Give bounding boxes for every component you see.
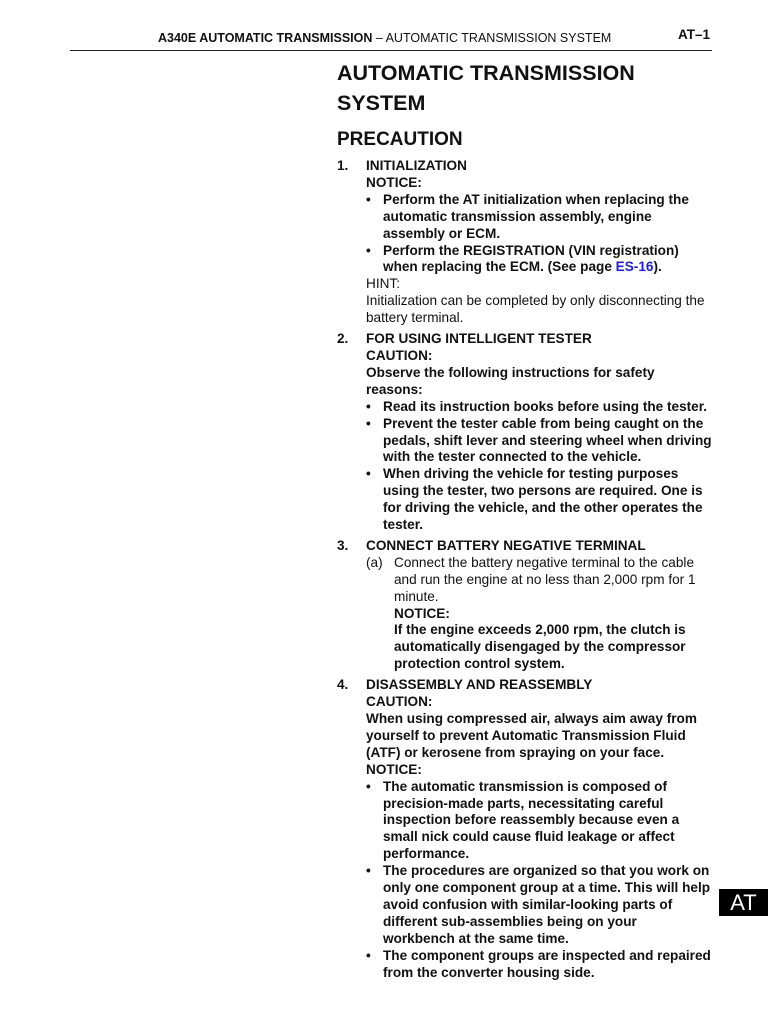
caution-text: Observe the following instructions for safety reasons: — [366, 364, 655, 397]
section-number: 3. — [337, 537, 349, 553]
header-section-bold: A340E AUTOMATIC TRANSMISSION — [158, 31, 373, 45]
hint-label: HINT: — [366, 276, 400, 292]
header-section-title — [158, 31, 611, 45]
page-title — [337, 58, 712, 118]
notice-label: NOTICE: — [394, 605, 450, 621]
section-number: 1. — [337, 158, 349, 173]
list-item-text: The procedures are organized so that you work on only one component group at a time. This will help avoid confusion with similar-looking parts of different sub-assemblies being on your workbench at the same time. — [383, 863, 711, 946]
section-disassembly — [337, 677, 712, 981]
notice-text: If the engine exceeds 2,000 rpm, the clutch is automatically disengaged by the compressor protection control system. — [394, 622, 686, 672]
bullet-icon: • — [366, 242, 371, 258]
list-item — [366, 948, 712, 982]
section-battery-terminal — [337, 538, 712, 673]
title-line-2: SYSTEM — [337, 91, 426, 115]
list-item-text: When driving the vehicle for testing purposes using the tester, two persons are required. One is for driving the vehicle, and the other operates the tester. — [383, 466, 703, 533]
list-item — [366, 192, 712, 243]
section-initialization — [337, 158, 712, 327]
bullet-icon: • — [366, 863, 371, 879]
section-tab-at: AT — [719, 889, 768, 916]
section-number: 4. — [337, 677, 349, 693]
bullet-icon: • — [366, 947, 371, 963]
header-separator: – — [372, 31, 386, 45]
list-item — [366, 779, 712, 864]
section-heading: DISASSEMBLY AND REASSEMBLY — [366, 677, 593, 693]
sub-step-text: Connect the battery negative terminal to the cable and run the engine at no less than 2,000 rpm for 1 minute. — [394, 554, 696, 604]
section-heading: INITIALIZATION — [366, 158, 467, 173]
notice-label: NOTICE: — [366, 174, 422, 190]
list-item-text-end: ). — [653, 259, 662, 275]
bullet-icon: • — [366, 415, 371, 431]
header-rule — [70, 50, 712, 51]
bullet-icon: • — [366, 191, 371, 207]
hint-text: Initialization can be completed by only disconnecting the battery terminal. — [366, 293, 705, 326]
list-item-text: Perform the REGISTRATION (VIN registration) when replacing the ECM. (See page — [383, 242, 679, 275]
list-item — [366, 243, 712, 277]
notice-label: NOTICE: — [366, 761, 422, 777]
title-line-1: AUTOMATIC TRANSMISSION — [337, 61, 635, 85]
bullet-icon: • — [366, 398, 371, 414]
section-heading: FOR USING INTELLIGENT TESTER — [366, 331, 592, 347]
header-section-sub: AUTOMATIC TRANSMISSION SYSTEM — [385, 31, 612, 45]
section-subtitle: PRECAUTION — [337, 129, 463, 150]
section-number: 2. — [337, 331, 349, 347]
list-item — [366, 466, 712, 534]
list-item-text: The component groups are inspected and repaired from the converter housing side. — [383, 947, 711, 980]
page-link-es16[interactable]: ES-16 — [615, 259, 654, 275]
list-item — [366, 399, 712, 416]
caution-label: CAUTION: — [366, 347, 433, 363]
page-header — [70, 27, 710, 51]
caution-label: CAUTION: — [366, 694, 433, 710]
sub-step — [366, 555, 712, 673]
section-intelligent-tester — [337, 331, 712, 534]
list-item — [366, 416, 712, 467]
bullet-icon: • — [366, 466, 371, 482]
list-item-text: The automatic transmission is composed of precision-made parts, necessitating careful inspection before reassembly because even a small nick could cause fluid leakage or affect performance. — [383, 778, 680, 862]
caution-text: When using compressed air, always aim away from yourself to prevent Automatic Transmission Fluid (ATF) or kerosene from spraying on your face. — [366, 711, 697, 760]
list-item-text: Read its instruction books before using the tester. — [383, 398, 708, 414]
bullet-icon: • — [366, 778, 371, 794]
list-item-text: Prevent the tester cable from being caught on the pedals, shift lever and steering wheel when driving with the tester connected to the vehicle. — [383, 415, 712, 465]
section-heading: CONNECT BATTERY NEGATIVE TERMINAL — [366, 537, 646, 553]
list-item-text: Perform the AT initialization when replacing the automatic transmission assembly, engine assembly or ECM. — [383, 191, 689, 241]
sub-step-label: (a) — [366, 554, 383, 570]
main-content — [337, 58, 712, 982]
page-number: AT–1 — [677, 27, 710, 42]
list-item — [366, 863, 712, 948]
